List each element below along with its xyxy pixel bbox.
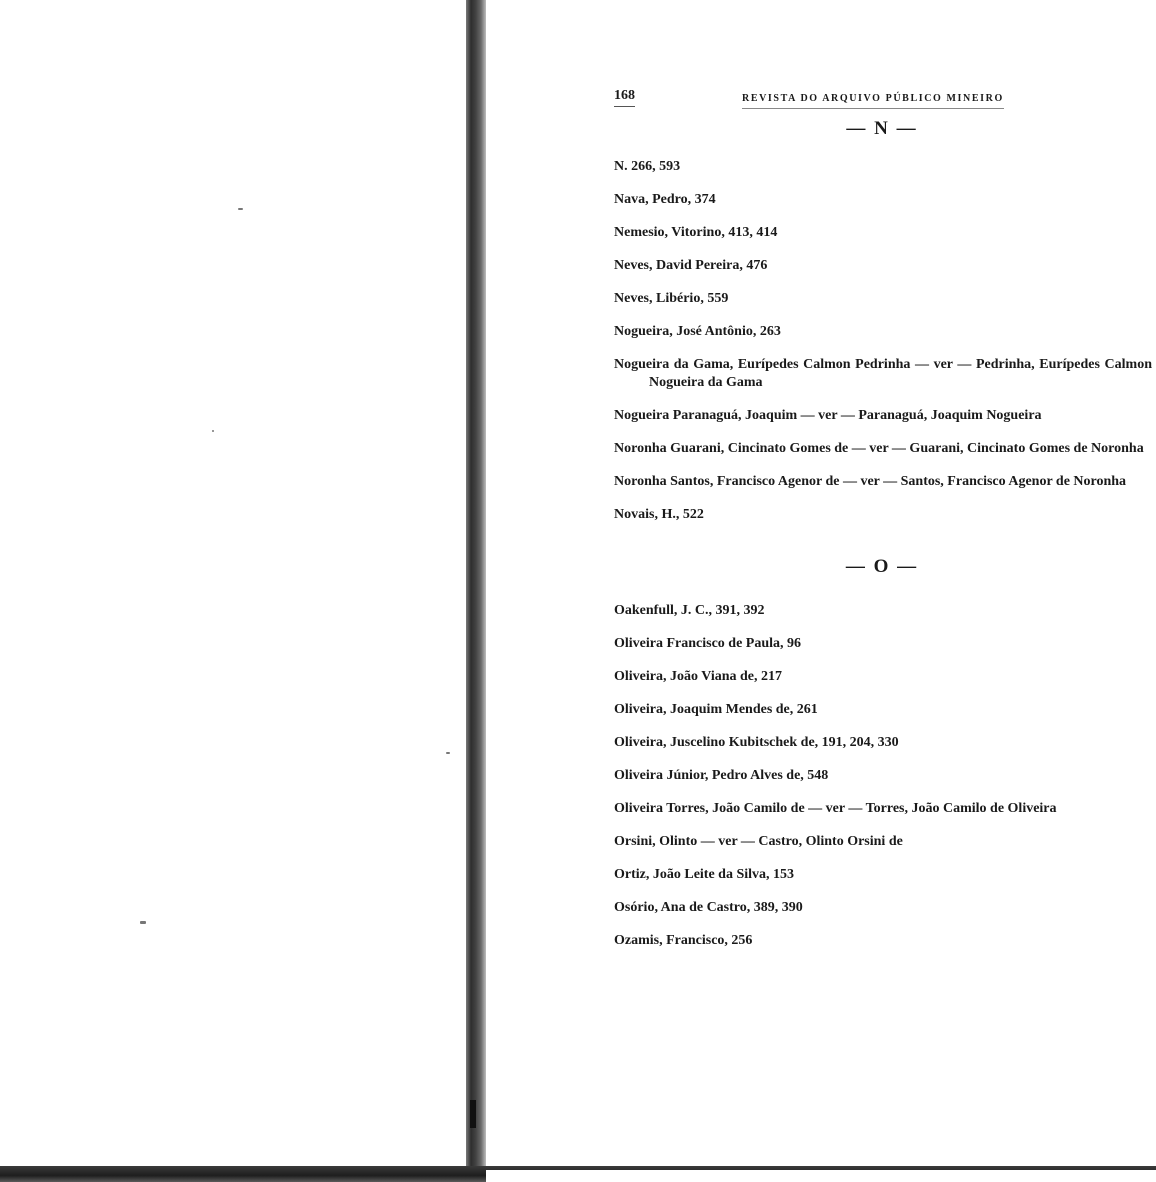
section-n: [614, 120, 1152, 524]
index-entry: Osório, Ana de Castro, 389, 390: [614, 900, 803, 915]
paper-speck: [140, 921, 146, 924]
index-entry: Nemesio, Vitorino, 413, 414: [614, 225, 778, 240]
section-heading: — O —: [845, 556, 919, 577]
index-entry: N. 266, 593: [614, 159, 681, 174]
index-entry: Nogueira da Gama, Eurípedes Calmon Pedrinha — ver — Pedrinha, Eurípedes Calmon Nogueira da Gama: [614, 357, 1152, 390]
index-entry: Neves, Libério, 559: [614, 291, 729, 306]
index-entry: Noronha Guarani, Cincinato Gomes de — ver — Guarani, Cincinato Gomes de Noronha: [614, 441, 1144, 456]
index-page: [614, 80, 1152, 965]
section-o: [614, 558, 1152, 950]
left-blank-page: [0, 0, 466, 1170]
index-entry: Oakenfull, J. C., 391, 392: [614, 603, 765, 618]
index-entry: Oliveira, João Viana de, 217: [614, 669, 782, 684]
index-entry: Noronha Santos, Francisco Agenor de — ver — Santos, Francisco Agenor de Noronha: [614, 474, 1127, 489]
index-entry: Oliveira Francisco de Paula, 96: [614, 636, 802, 651]
page-header: [614, 80, 1152, 104]
paper-speck: [238, 208, 243, 210]
index-entry: Oliveira, Juscelino Kubitschek de, 191, 204, 330: [614, 735, 899, 750]
index-entry: Orsini, Olinto — ver — Castro, Olinto Orsini de: [614, 834, 903, 849]
index-entry: Novais, H., 522: [614, 507, 704, 522]
index-entry: Nogueira, José Antônio, 263: [614, 324, 781, 339]
index-entry: Ozamis, Francisco, 256: [614, 933, 753, 948]
paper-speck: [212, 430, 214, 432]
book-gutter: [466, 0, 486, 1170]
index-entry: Ortiz, João Leite da Silva, 153: [614, 867, 795, 882]
page-bottom: [486, 1170, 1156, 1182]
running-title: REVISTA DO ARQUIVO PÚBLICO MINEIRO: [742, 90, 1004, 109]
section-heading: — N —: [846, 118, 918, 139]
index-entry: Oliveira Torres, João Camilo de — ver — Torres, João Camilo de Oliveira: [614, 801, 1057, 816]
index-entry: Oliveira Júnior, Pedro Alves de, 548: [614, 768, 829, 783]
page-number: 168: [614, 87, 635, 107]
index-entry: Neves, David Pereira, 476: [614, 258, 768, 273]
index-entry: Nava, Pedro, 374: [614, 192, 716, 207]
index-entry: Oliveira, Joaquim Mendes de, 261: [614, 702, 818, 717]
gutter-mark: [470, 1100, 476, 1128]
paper-speck: [446, 752, 450, 754]
index-entry: Nogueira Paranaguá, Joaquim — ver — Paranaguá, Joaquim Nogueira: [614, 408, 1042, 423]
